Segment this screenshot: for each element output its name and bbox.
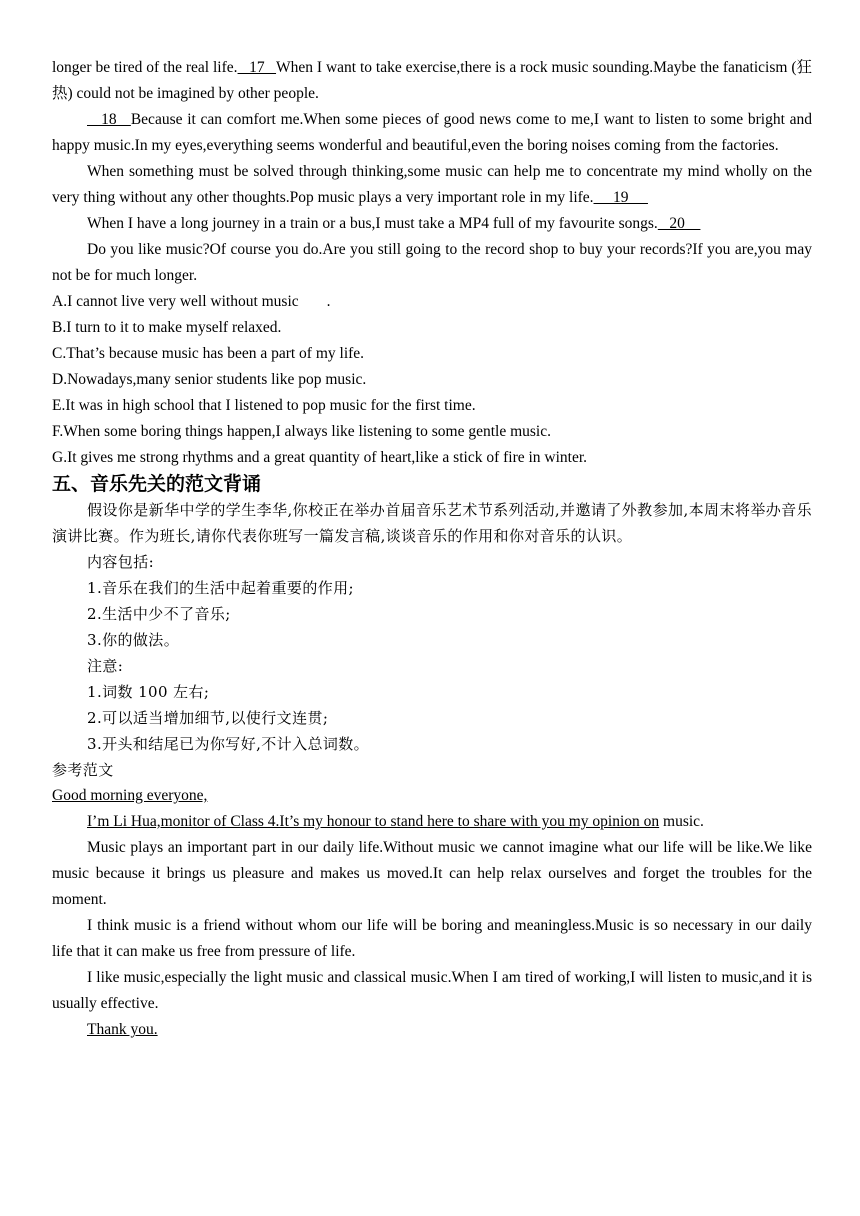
- blank-19: __ 19 __: [593, 189, 648, 206]
- blank-17: 17: [237, 59, 277, 76]
- blank-20: 20: [657, 215, 701, 232]
- intro-underlined: I’m Li Hua,monitor of Class 4.It’s my honour to stand here to share with you my opinion on: [87, 813, 660, 830]
- essay-closing: [52, 1017, 812, 1043]
- note-item: 3.开头和结尾已为你写好,不计入总词数。: [87, 735, 370, 753]
- passage-text: When I have a long journey in a train or a bus,I must take a MP4 full of my favourite songs.: [87, 215, 658, 232]
- options-list: [52, 289, 812, 471]
- passage-paragraph-5: Do you like music?Of course you do.Are you still going to the record shop to buy your records?If you are,you may not be for much longer.: [52, 241, 812, 284]
- passage-text: Because it can comfort me.When some pieces of good news come to me,I want to listen to some bright and happy music.In my eyes,everything seems wonderful and beautiful,even the boring noises coming from the factories.: [52, 111, 812, 154]
- option-item: B.I turn to it to make myself relaxed.: [52, 319, 282, 336]
- greeting-text: Good morning everyone,: [52, 787, 208, 804]
- option-item: D.Nowadays,many senior students like pop music.: [52, 371, 367, 388]
- note-label: 注意:: [87, 657, 124, 675]
- essay-greeting: [52, 783, 812, 809]
- option-text: A.I cannot live very well without music: [52, 293, 299, 310]
- essay-intro: [52, 809, 812, 835]
- option-item: C.That’s because music has been a part of my life.: [52, 345, 365, 362]
- blank-18: 18: [87, 111, 131, 128]
- option-item: G.It gives me strong rhythms and a great quantity of heart,like a stick of fire in winter.: [52, 449, 588, 466]
- reference-label: 参考范文: [52, 761, 114, 779]
- option-item: E.It was in high school that I listened to pop music for the first time.: [52, 397, 476, 414]
- note-item: 2.可以适当增加细节,以使行文连贯;: [87, 709, 329, 727]
- passage-paragraph-1: [52, 55, 812, 107]
- option-tail: .: [326, 293, 331, 310]
- closing-text: Thank you.: [87, 1021, 158, 1038]
- option-item: [52, 289, 812, 315]
- section-title: 五、音乐先关的范文背诵: [52, 473, 262, 495]
- passage-paragraph-2: [52, 107, 812, 159]
- document-page: [52, 55, 812, 1043]
- passage-text: When something must be solved through thinking,some music can help me to concentrate my mind wholly on the very thing without any other thoughts.Pop music plays a very important role in my life.: [52, 163, 812, 206]
- intro-rest: music.: [659, 813, 704, 830]
- passage-paragraph-3: [52, 159, 812, 211]
- passage-text: When I want to take exercise,there is a rock music sounding.Maybe the fanaticism (狂热) could not be imagined by other people.: [52, 59, 812, 102]
- passage-paragraph-4: [52, 211, 812, 237]
- content-item: 3.你的做法。: [87, 631, 180, 649]
- option-item: F.When some boring things happen,I always like listening to some gentle music.: [52, 423, 551, 440]
- passage-text: longer be tired of the real life.: [52, 59, 238, 76]
- content-item: 1.音乐在我们的生活中起着重要的作用;: [87, 579, 354, 597]
- content-label: 内容包括:: [87, 553, 155, 571]
- essay-paragraph-1: Music plays an important part in our daily life.Without music we cannot imagine what our life will be like.We like music because it brings us pleasure and makes us moved.It can help relax ourselves and forget the troubles for the moment.: [52, 839, 812, 908]
- essay-paragraph-3: I like music,especially the light music and classical music.When I am tired of working,I will listen to music,and it is usually effective.: [52, 969, 812, 1012]
- writing-prompt: 假设你是新华中学的学生李华,你校正在举办首届音乐艺术节系列活动,并邀请了外教参加,本周末将举办音乐演讲比赛。作为班长,请你代表你班写一篇发言稿,谈谈音乐的作用和你对音乐的认识。: [52, 501, 812, 545]
- essay-paragraph-2: I think music is a friend without whom our life will be boring and meaningless.Music is so necessary in our daily life that it can make us free from pressure of life.: [52, 917, 812, 960]
- content-item: 2.生活中少不了音乐;: [87, 605, 231, 623]
- note-item: 1.词数 100 左右;: [87, 683, 210, 701]
